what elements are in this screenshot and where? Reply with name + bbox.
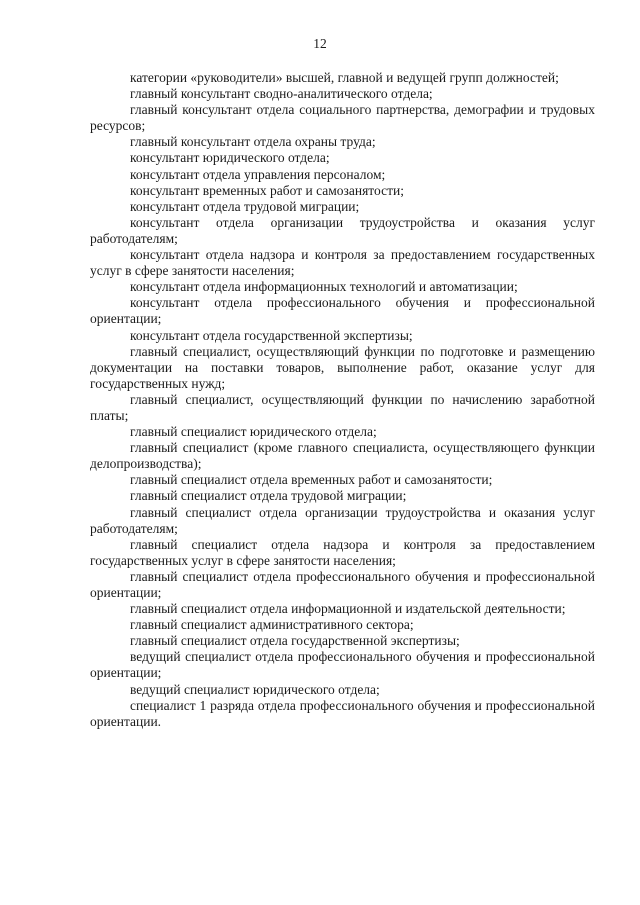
paragraph: главный специалист отдела государственной экспертизы;	[130, 633, 460, 649]
paragraph: консультант отдела организации трудоустройства и оказания услуг работодателям;	[90, 214, 595, 246]
paragraph: ведущий специалист юридического отдела;	[130, 681, 380, 697]
paragraph: главный специалист (кроме главного специалиста, осуществляющего функции делопроизводства);	[90, 440, 595, 472]
paragraph: консультант отдела надзора и контроля за предоставлением государственных услуг в сфере занятости населения;	[90, 247, 595, 279]
paragraph: категории «руководители» высшей, главной и ведущей групп должностей;	[130, 70, 559, 85]
paragraph: консультант отдела профессионального обучения и профессиональной ориентации;	[90, 295, 595, 327]
paragraph: консультант отдела управления персоналом;	[130, 166, 386, 182]
paragraph: главный специалист юридического отдела;	[130, 424, 377, 440]
paragraph: главный консультант отдела охраны труда;	[130, 134, 376, 150]
paragraph: консультант отдела информационных технологий и автоматизации;	[130, 279, 518, 295]
paragraph: консультант отдела государственной экспертизы;	[130, 327, 413, 343]
paragraph: специалист 1 разряда отдела профессионального обучения и профессиональной ориентации.	[90, 697, 595, 729]
paragraph: консультант отдела трудовой миграции;	[130, 198, 360, 214]
paragraph: консультант временных работ и самозанятости;	[130, 182, 404, 198]
paragraph: главный специалист административного сектора;	[130, 617, 414, 633]
paragraph: консультант юридического отдела;	[130, 150, 330, 166]
paragraph: главный специалист отдела временных работ и самозанятости;	[130, 472, 493, 488]
paragraph: главный консультант сводно-аналитического отдела;	[130, 86, 433, 102]
paragraph: главный специалист, осуществляющий функции по подготовке и размещению документации на поставки товаров, выполнение работ, оказание услуг для государственных нужд;	[90, 343, 595, 391]
paragraph: главный специалист отдела профессионального обучения и профессиональной ориентации;	[90, 568, 595, 600]
paragraph: главный специалист отдела информационной и издательской деятельности;	[130, 601, 566, 617]
paragraph: главный специалист отдела организации трудоустройства и оказания услуг работодателям;	[90, 504, 595, 536]
paragraph: главный специалист отдела трудовой миграции;	[130, 488, 407, 504]
page-number: 12	[313, 36, 327, 51]
document-body	[90, 70, 595, 730]
paragraph: главный специалист, осуществляющий функции по начислению заработной платы;	[90, 391, 595, 423]
paragraph: главный консультант отдела социального партнерства, демографии и трудовых ресурсов;	[90, 102, 595, 134]
paragraph: главный специалист отдела надзора и контроля за предоставлением государственных услуг в сфере занятости населения;	[90, 536, 595, 568]
paragraph: ведущий специалист отдела профессионального обучения и профессиональной ориентации;	[90, 649, 595, 681]
